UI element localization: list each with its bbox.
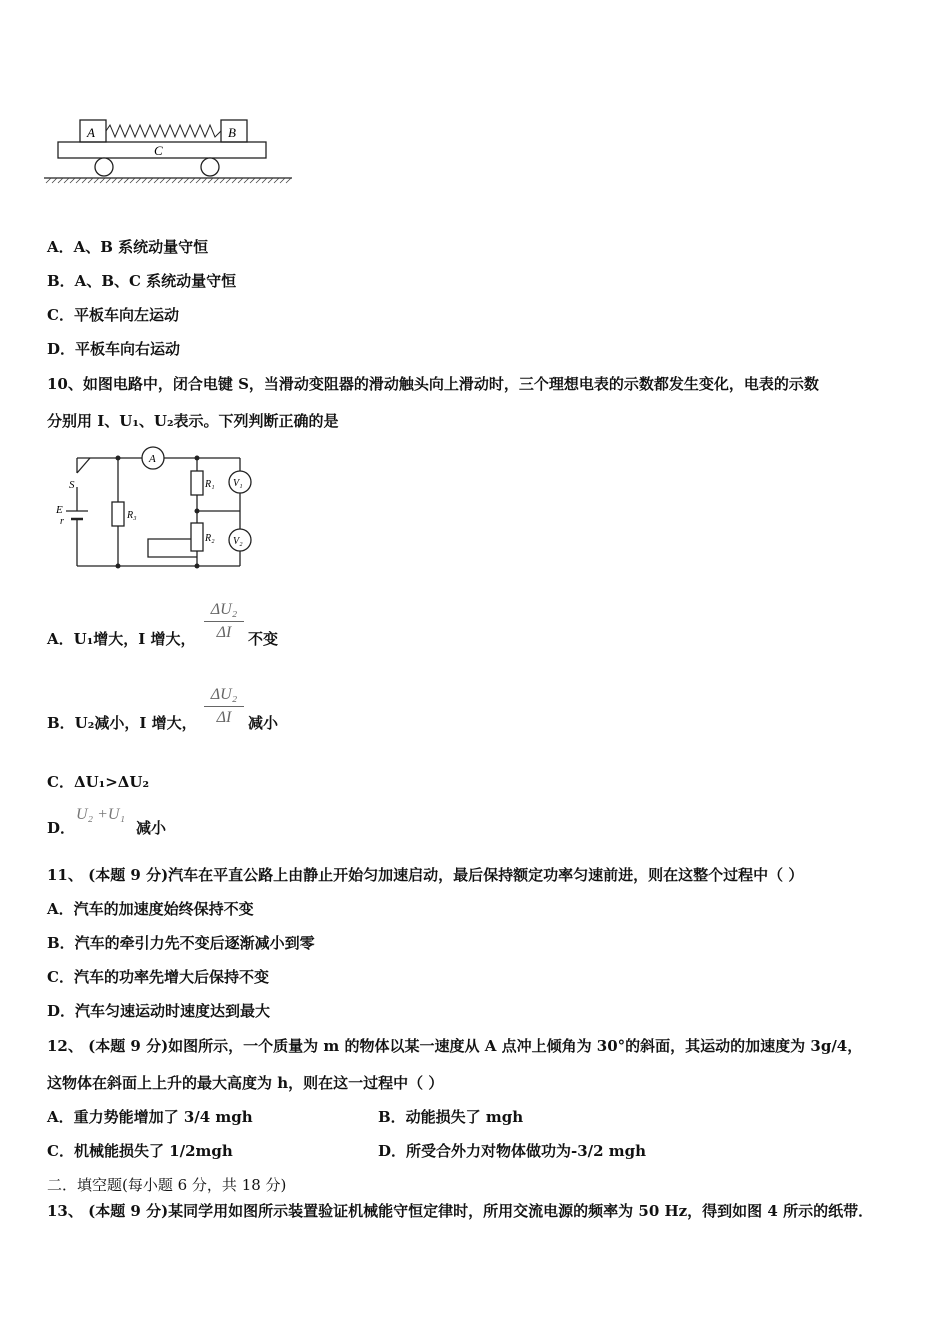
label-r2: R₂ (205, 533, 215, 544)
label-ammeter: A (149, 453, 156, 465)
label-internal-r: r (60, 516, 64, 527)
q10-option-d-label: D． (47, 819, 76, 837)
fraction-numerator: ΔU₂ (204, 686, 244, 707)
q10-option-a-fraction (204, 601, 244, 642)
q12-option-d: D．所受合外力对物体做功为-3/2 mgh (378, 1142, 647, 1160)
q10-stem-line2: 分别用 I、U₁、U₂表示。下列判断正确的是 (47, 412, 339, 430)
q11-option-a: A．汽车的加速度始终保持不变 (47, 900, 254, 918)
q12-option-c: C．机械能损失了 1/2mgh (47, 1142, 233, 1160)
section-two-heading: 二．填空题(每小题 6 分，共 18 分) (47, 1176, 287, 1194)
label-b: B (228, 125, 236, 140)
q10-option-a-text: A．U₁增大，I 增大， (47, 630, 196, 648)
label-a: A (87, 125, 95, 140)
q10-option-a (47, 628, 196, 649)
label-emf: E (56, 504, 63, 516)
label-r1: R₁ (205, 479, 215, 490)
q11-stem: 11、 (本题 9 分)汽车在平直公路上由静止开始匀加速启动，最后保持额定功率匀速前进，则在这整个过程中（ ） (47, 866, 804, 884)
q12-option-a: A．重力势能增加了 3/4 mgh (47, 1108, 253, 1126)
q12-stem-line1: 12、 (本题 9 分)如图所示，一个质量为 m 的物体以某一速度从 A 点冲上倾角为 30°的斜面，其运动的加速度为 3g/4， (47, 1037, 863, 1055)
q9-option-c: C．平板车向左运动 (47, 306, 179, 324)
q9-option-a: A．A、B 系统动量守恒 (47, 238, 209, 256)
spring (106, 125, 221, 137)
fraction-denominator: ΔI (216, 709, 232, 726)
cart-spring-figure (40, 112, 300, 187)
q13-stem: 13、 (本题 9 分)某同学用如图所示装置验证机械能守恒定律时，所用交流电源的频率为 50 Hz，得到如图 4 所示的纸带． (47, 1202, 874, 1220)
q10-option-d-expression: U₂ +U₁ (76, 806, 126, 823)
q10-stem-line1: 10、如图电路中，闭合电键 S，当滑动变阻器的滑动触头向上滑动时，三个理想电表的示数都发生变化，电表的示数 (47, 375, 819, 393)
label-v1: V₁ (233, 478, 243, 489)
q10-option-c: C．ΔU₁>ΔU₂ (47, 773, 150, 791)
fraction-denominator: ΔI (216, 624, 232, 641)
q9-option-b: B．A、B、C 系统动量守恒 (47, 272, 237, 290)
q11-option-c: C．汽车的功率先增大后保持不变 (47, 968, 269, 986)
fraction-numerator: ΔU₂ (204, 601, 244, 622)
q12-stem-line2: 这物体在斜面上上升的最大高度为 h，则在这一过程中（ ） (47, 1074, 444, 1092)
q12-option-b: B．动能损失了 mgh (378, 1108, 524, 1126)
label-r3: R₃ (127, 510, 137, 521)
wheel-left (95, 158, 113, 176)
q10-option-d-suffix: 减小 (136, 819, 167, 837)
q10-option-b-fraction (204, 686, 244, 727)
q11-option-d: D．汽车匀速运动时速度达到最大 (47, 1002, 271, 1020)
q11-option-b: B．汽车的牵引力先不变后逐渐减小到零 (47, 934, 315, 952)
label-c: C (154, 143, 163, 158)
q10-option-b (47, 712, 197, 733)
q10-option-b-text: B．U₂减小，I 增大， (47, 714, 197, 732)
q10-option-b-suffix: 减小 (248, 714, 279, 732)
ground-hatch (46, 178, 291, 183)
circuit-diagram (52, 445, 262, 575)
q10-option-a-suffix: 不变 (248, 630, 279, 648)
label-switch: S (69, 479, 75, 491)
q9-option-d: D．平板车向右运动 (47, 340, 181, 358)
label-v2: V₂ (233, 536, 243, 547)
wheel-right (201, 158, 219, 176)
